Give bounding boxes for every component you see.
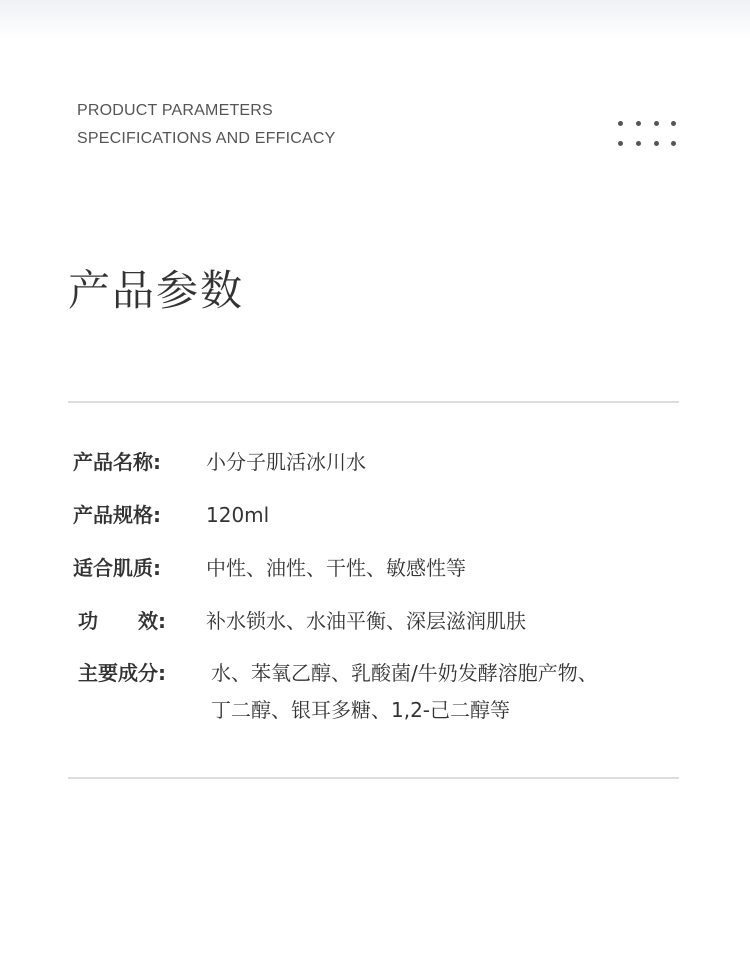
divider-bottom: [68, 777, 679, 779]
param-label: 产品规格:: [73, 503, 161, 527]
param-value: 中性、油性、干性、敏感性等: [206, 556, 466, 580]
param-value: 小分子肌活冰川水: [206, 450, 366, 474]
param-label: 产品名称:: [73, 450, 161, 474]
page-title: 产品参数: [68, 266, 245, 315]
dot-grid-icon: [618, 121, 684, 151]
param-row-efficacy: [78, 603, 526, 640]
param-value-line2: 丁二醇、银耳多糖、1,2-己二醇等: [211, 698, 511, 722]
param-value: [211, 655, 598, 729]
divider-top: [68, 401, 679, 403]
param-row-ingredients: [78, 655, 598, 729]
param-label: 适合肌质:: [73, 556, 161, 580]
param-label: 主要成分:: [78, 661, 166, 685]
english-subtitle-1: PRODUCT PARAMETERS: [77, 102, 273, 119]
param-value: 补水锁水、水油平衡、深层滋润肌肤: [206, 609, 526, 633]
param-value: 120ml: [206, 503, 270, 527]
param-row-skin: [73, 550, 466, 587]
param-row-name: [73, 444, 366, 481]
param-value-line1: 水、苯氧乙醇、乳酸菌/牛奶发酵溶胞产物、: [211, 661, 598, 685]
param-label: 功 效:: [78, 609, 166, 633]
param-row-spec: [73, 497, 269, 534]
english-subtitle-2: SPECIFICATIONS AND EFFICACY: [77, 130, 336, 147]
